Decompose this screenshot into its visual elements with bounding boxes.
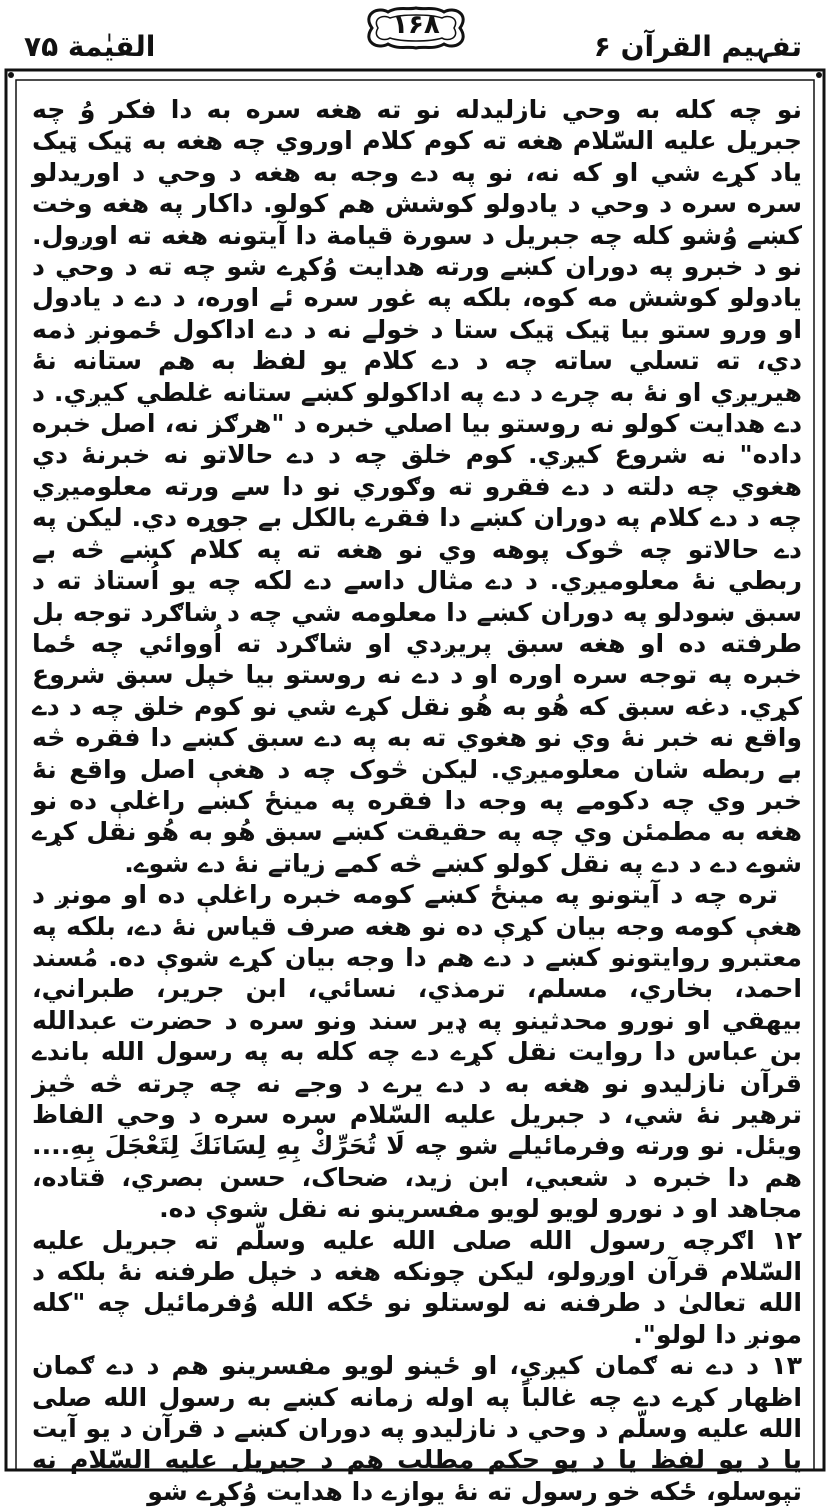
body-paragraph: نو چه کله به وحي نازلیدله نو ته هغه سره به دا فکر وُ چه جبریل علیه السّلام هغه ته کوم کلام اوروي چه هغه به ټیک ټیک یاد کړے شي او که نه، نو په دے وجه به هغه د وحي د اوریدلو سره سره د وحي د یادولو کوشش هم کولو. داکار په هغه وخت کښے وُشو کله چه جبریل د سورة قیامة دا آیتونه هغه ته اوږول. نو د خبرو په دوران کښے ورته هدایت وُکړے شو چه ته د وحي د یادولو کوشش مه کوه، بلکه په غور سره ئے اوره، د دے د یادول او ورو ستو بیا ټیک ټیک ستا د خولے نه د دے اداکول ځمونږ ذمه دي، ته تسلي ساته چه د دے کلام یو لفظ به هم ستانه نۀ هیریږي او نۀ به چرے د دے په اداکولو کښے ستانه غلطي کیږي. د دے هدایت کولو نه روستو بیا اصلي خبره د "هرګز نه، اصل خبره داده" نه شروع کیږي. کوم خلق چه د دے حالاتو نه خبرنۀ دي هغوي چه دلته د دے فقرو ته وګوري نو دا سے ورته معلومیږي چه د دے کلام په دوران کښے دا فقرے بالکل بے جوړه دي. لیکن په دے حالاتو چه څوک پوهه وي نو هغه ته په کلام کښے څه بے ربطي نۀ معلومیږي. د دے مثال داسے دے لکه چه یو اُستاذ ته د سبق ښودلو په دوران کښے دا معلومه شي چه د شاګرد توجه بل طرفته ده او هغه سبق پریږدي او شاګرد ته اُووائي چه ځما خبره په توجه سره اوره او د دے نه روستو بیا خپل سبق شروع کړي. دغه سبق که هُو به هُو نقل کړے شي نو کوم خلق چه د دے واقع نه خبر نۀ وي نو هغوي ته به په دے سبق کښے دا فقره څه بے ربطه شان معلومیږي. لیکن څوک چه د هغې اصل واقع نۀ خبر وي چه دکومے په وجه دا فقره په مینځ کښے راغلې ده نو هغه به مطمئن وي چه په حقیقت کښے سبق هُو به هُو نقل کړے شوے دے د دے په نقل کولو کښے څه کمے زیاتے نۀ دے شوے. [32, 95, 802, 878]
footnote [32, 1350, 802, 1507]
surah-title: القیٰمة ۷۵ [24, 30, 156, 63]
page-number: ۱۶۸ [392, 10, 440, 40]
footnote-text: اګرچه رسول الله صلی الله علیه وسلّم ته جبریل علیه السّلام قرآن اوږولو، لیکن چونکه هغه د خپل طرفنه نۀ بلکه د الله تعالیٰ د طرفنه نه لوستلو نو ځکه الله وُفرمائیل چه "کله مونږ دا لولو". [32, 1225, 802, 1349]
book-title: تفہیم القرآن ۶ [593, 30, 802, 63]
footnote-number: ۱۲ [771, 1225, 802, 1255]
body-paragraph-2: تره چه د آیتونو په مینځ کښے کومه خبره راغلې ده او مونږ د هغې کومه وجه بیان کړې ده نو هغه صرف قیاس نۀ دے، بلکه په معتبرو روایتونو کښے د دے هم دا وجه بیان کړے شوې ده. مُسند احمد، بخاري، مسلم، ترمذي، نسائي، ابن جریر، طبراني، بیهقي او نورو محدثینو په ډیر سند ونو سره د حضرت عبدالله بن عباس دا روایت نقل کړے دے چه کله به په رسول الله باندے قرآن نازلیدو نو هغه به د دے یرے د وجے نه چه چرته څه څیز ترهیر نۀ شي، د جبریل علیه السّلام سره سره د وحي الفاظ ویئل. نو ورته وفرمائیلے شو چه لَا تُحَرِّكْ بِهِ لِسَانَكَ لِتَعْجَلَ بِهِ.... هم دا خبره د شعبي، ابن زید، ضحاک، حسن بصري، قتاده، مجاهد او د نورو لویو لویو مفسرینو نه نقل شوې ده. [32, 880, 802, 1224]
footnote-number: ۱۳ [771, 1351, 802, 1381]
main-text [32, 94, 802, 1506]
footnote [32, 1225, 802, 1351]
page-number-badge [358, 4, 474, 52]
corner-ornament-icon [8, 72, 822, 78]
footnote-text: د دے نه ګمان کیږي، او ځینو لویو مفسرینو هم د دے ګمان اظهار کړے دے چه غالباً په اوله زمانه کښے به رسول الله صلی الله علیه وسلّم د وحي د نازلیدو په دوران کښے د قرآن د یو آیت یا د یو لفظ یا د یو حکم مطلب هم د جبریل علیه السّلام نه تپوسلو، ځکه خو رسول ته نۀ یوازے دا هدایت وُکړے شو [32, 1351, 802, 1506]
page-header [0, 0, 832, 70]
